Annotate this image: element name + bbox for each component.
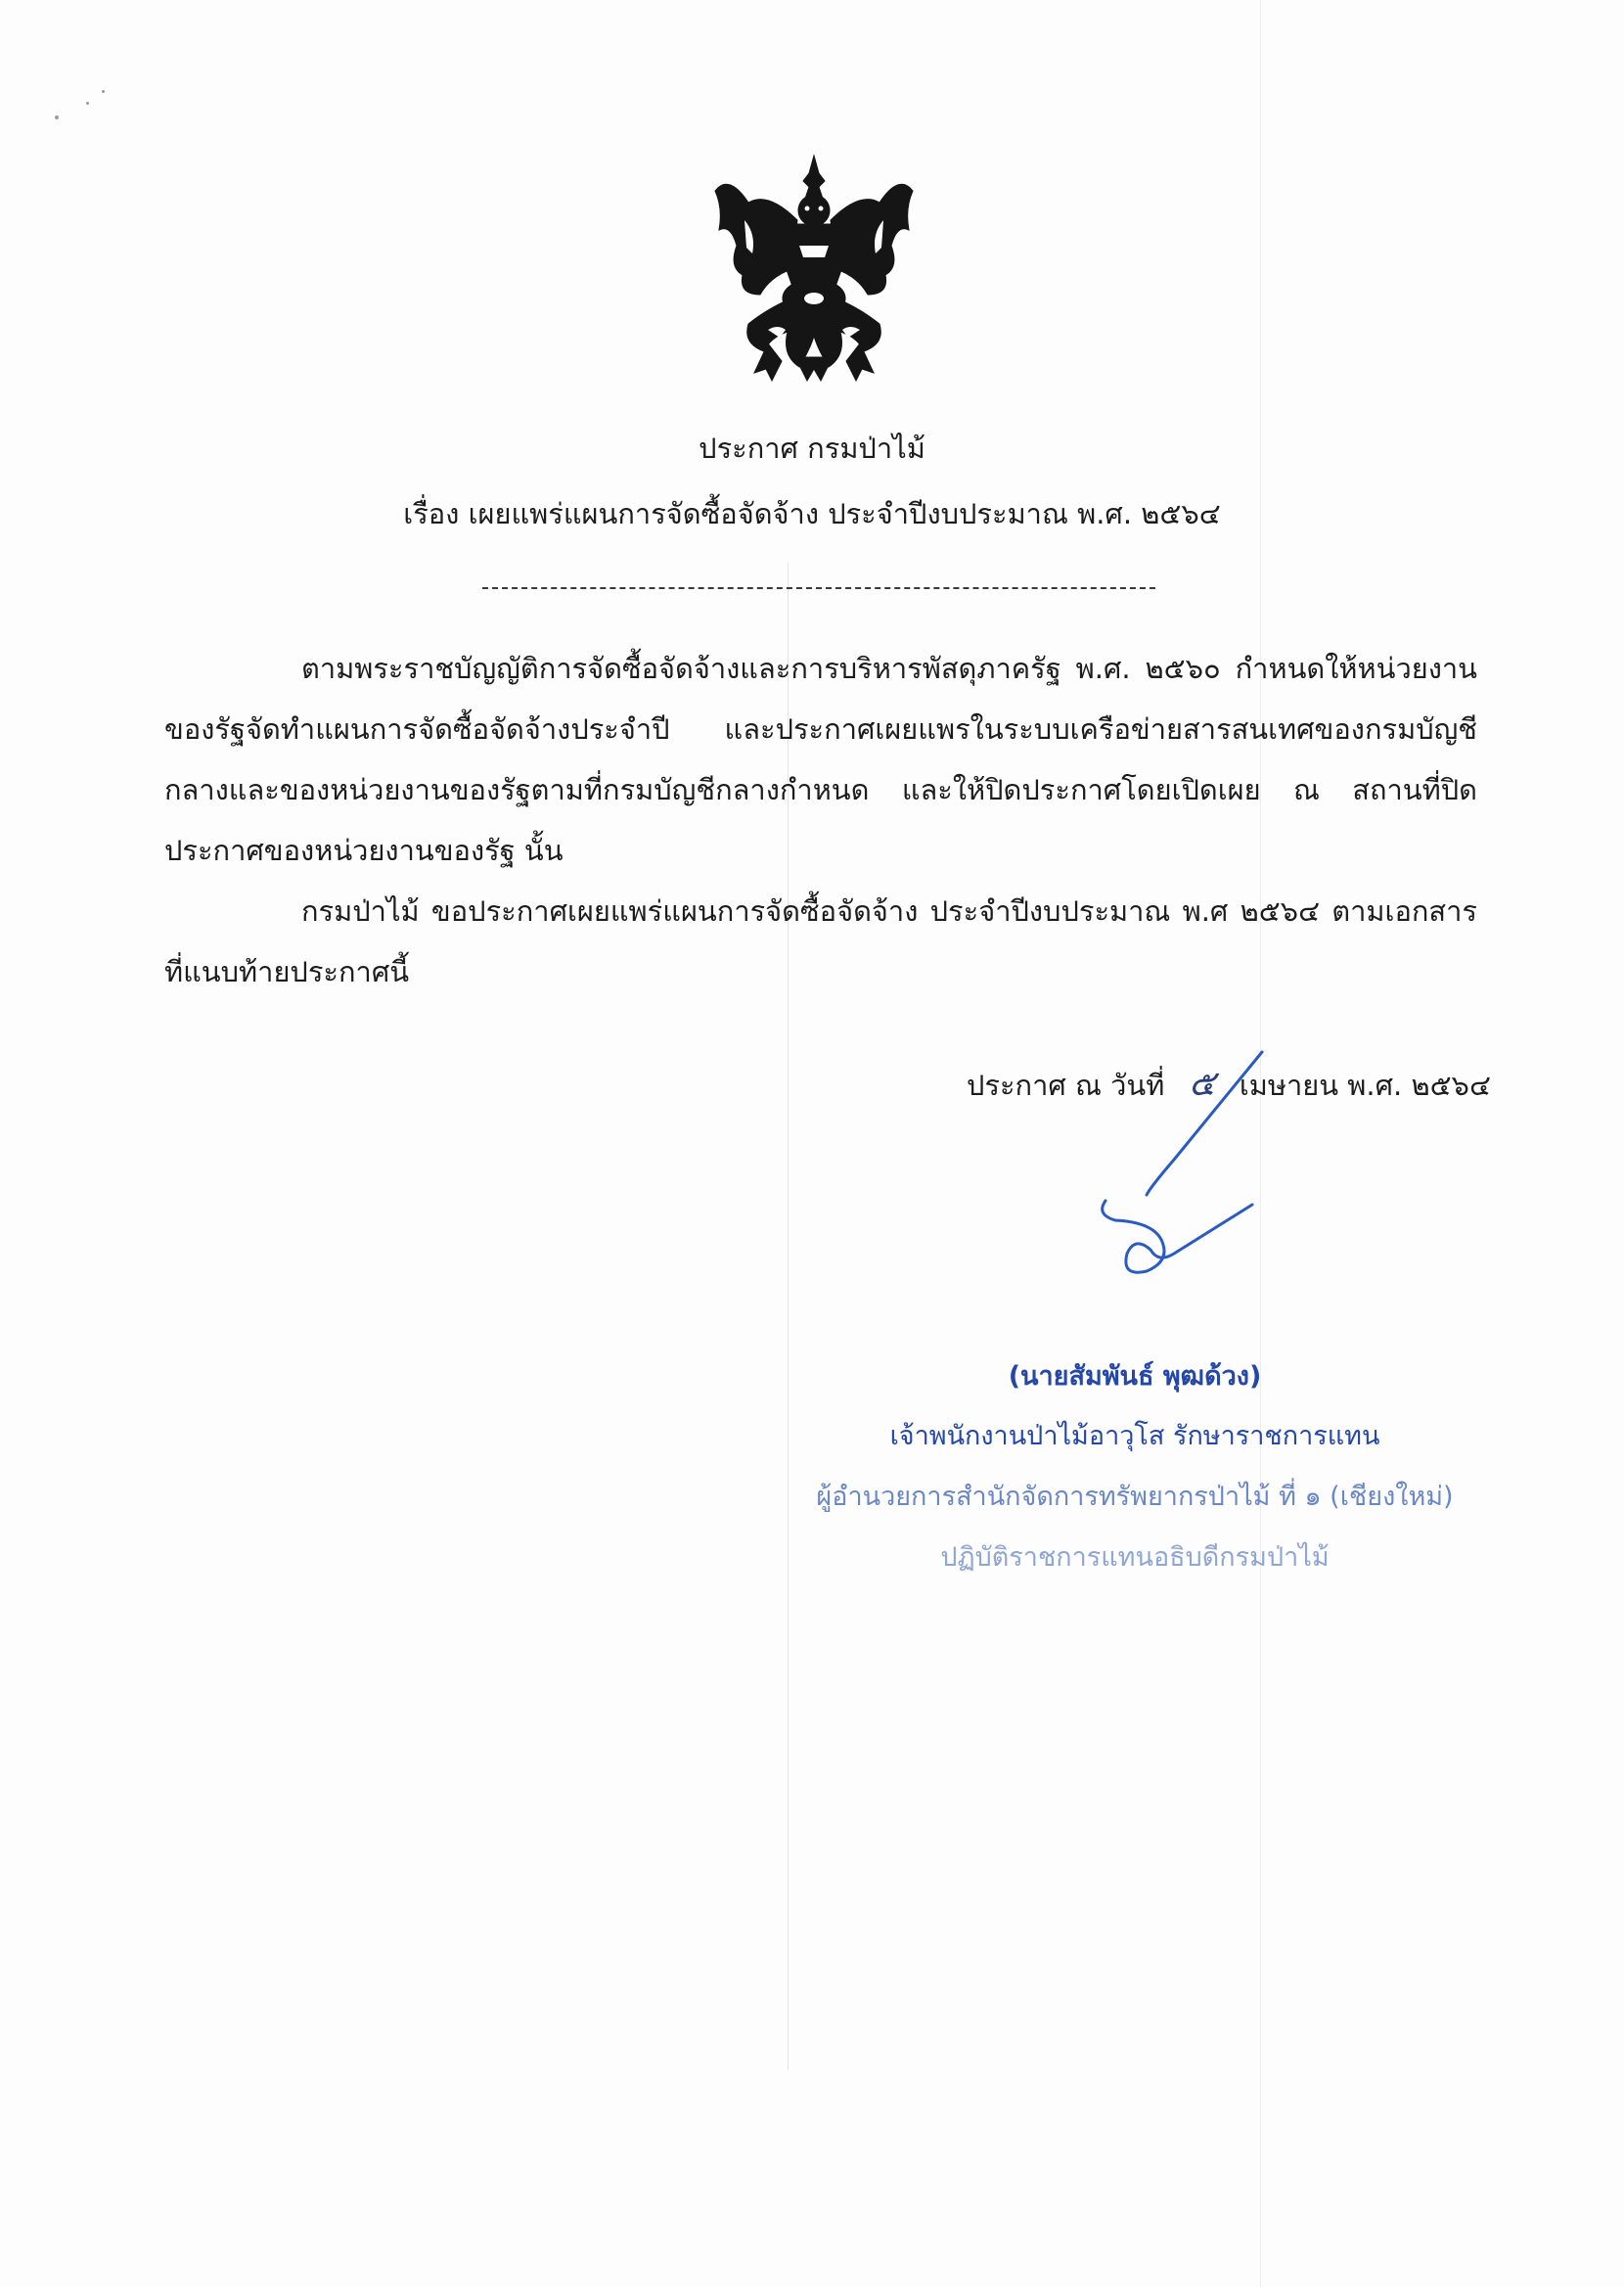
signatory-position-1: เจ้าพนักงานป่าไม้อาวุโส รักษาราชการแทน	[889, 1421, 1380, 1451]
date-month-year: เมษายน พ.ศ. ๒๕๖๔	[1239, 1069, 1491, 1102]
signatory-position-3: ปฏิบัติราชการแทนอธิบดีกรมป่าไม้	[940, 1542, 1330, 1573]
announcement-title: ประกาศ กรมป่าไม้	[699, 432, 925, 465]
scan-speck	[55, 115, 59, 119]
announcement-subject: เรื่อง เผยแพร่แผนการจัดซื้อจัดจ้าง ประจำปีงบประมาณ พ.ศ. ๒๕๖๔	[403, 497, 1221, 530]
body-paragraph-2: กรมป่าไม้ ขอประกาศเผยแพร่แผนการจัดซื้อจัดจ้าง ประจำปีงบประมาณ พ.ศ ๒๕๖๔ ตามเอกสารที่แนบท้ายประกาศนี้	[164, 894, 1477, 988]
body-paragraph-1: ตามพระราชบัญญัติการจัดซื้อจัดจ้างและการบริหารพัสดุภาครัฐ พ.ศ. ๒๕๖๐ กำหนดให้หน่วยงานของรัฐจัดทำแผนการจัดซื้อจัดจ้างประจำปี และประกาศเผยแพรในระบบเครือข่ายสารสนเทศของกรมบัญชีกลางและของหน่วยงานของรัฐตามที่กรมบัญชีกลางกำหนด และให้ปิดประกาศโดยเปิดเผย ณ สถานที่ปิดประกาศของหน่วยงานของรัฐ นั้น	[164, 652, 1477, 867]
date-day-handwritten: ๕	[1188, 1064, 1216, 1104]
signatory-position-2: ผู้อำนวยการสำนักจัดการทรัพยากรป่าไม้ ที่ ๑ (เชียงใหม่)	[816, 1482, 1454, 1512]
garuda-emblem-icon	[709, 152, 920, 382]
signatory-name: (นายสัมพันธ์ พุฒด้วง)	[1008, 1361, 1262, 1392]
handwritten-signature	[1057, 1032, 1301, 1326]
scan-speck	[102, 90, 105, 93]
dashed-divider	[482, 587, 1155, 589]
scan-speck	[86, 102, 89, 105]
date-prefix: ประกาศ ณ วันที่	[967, 1069, 1165, 1102]
